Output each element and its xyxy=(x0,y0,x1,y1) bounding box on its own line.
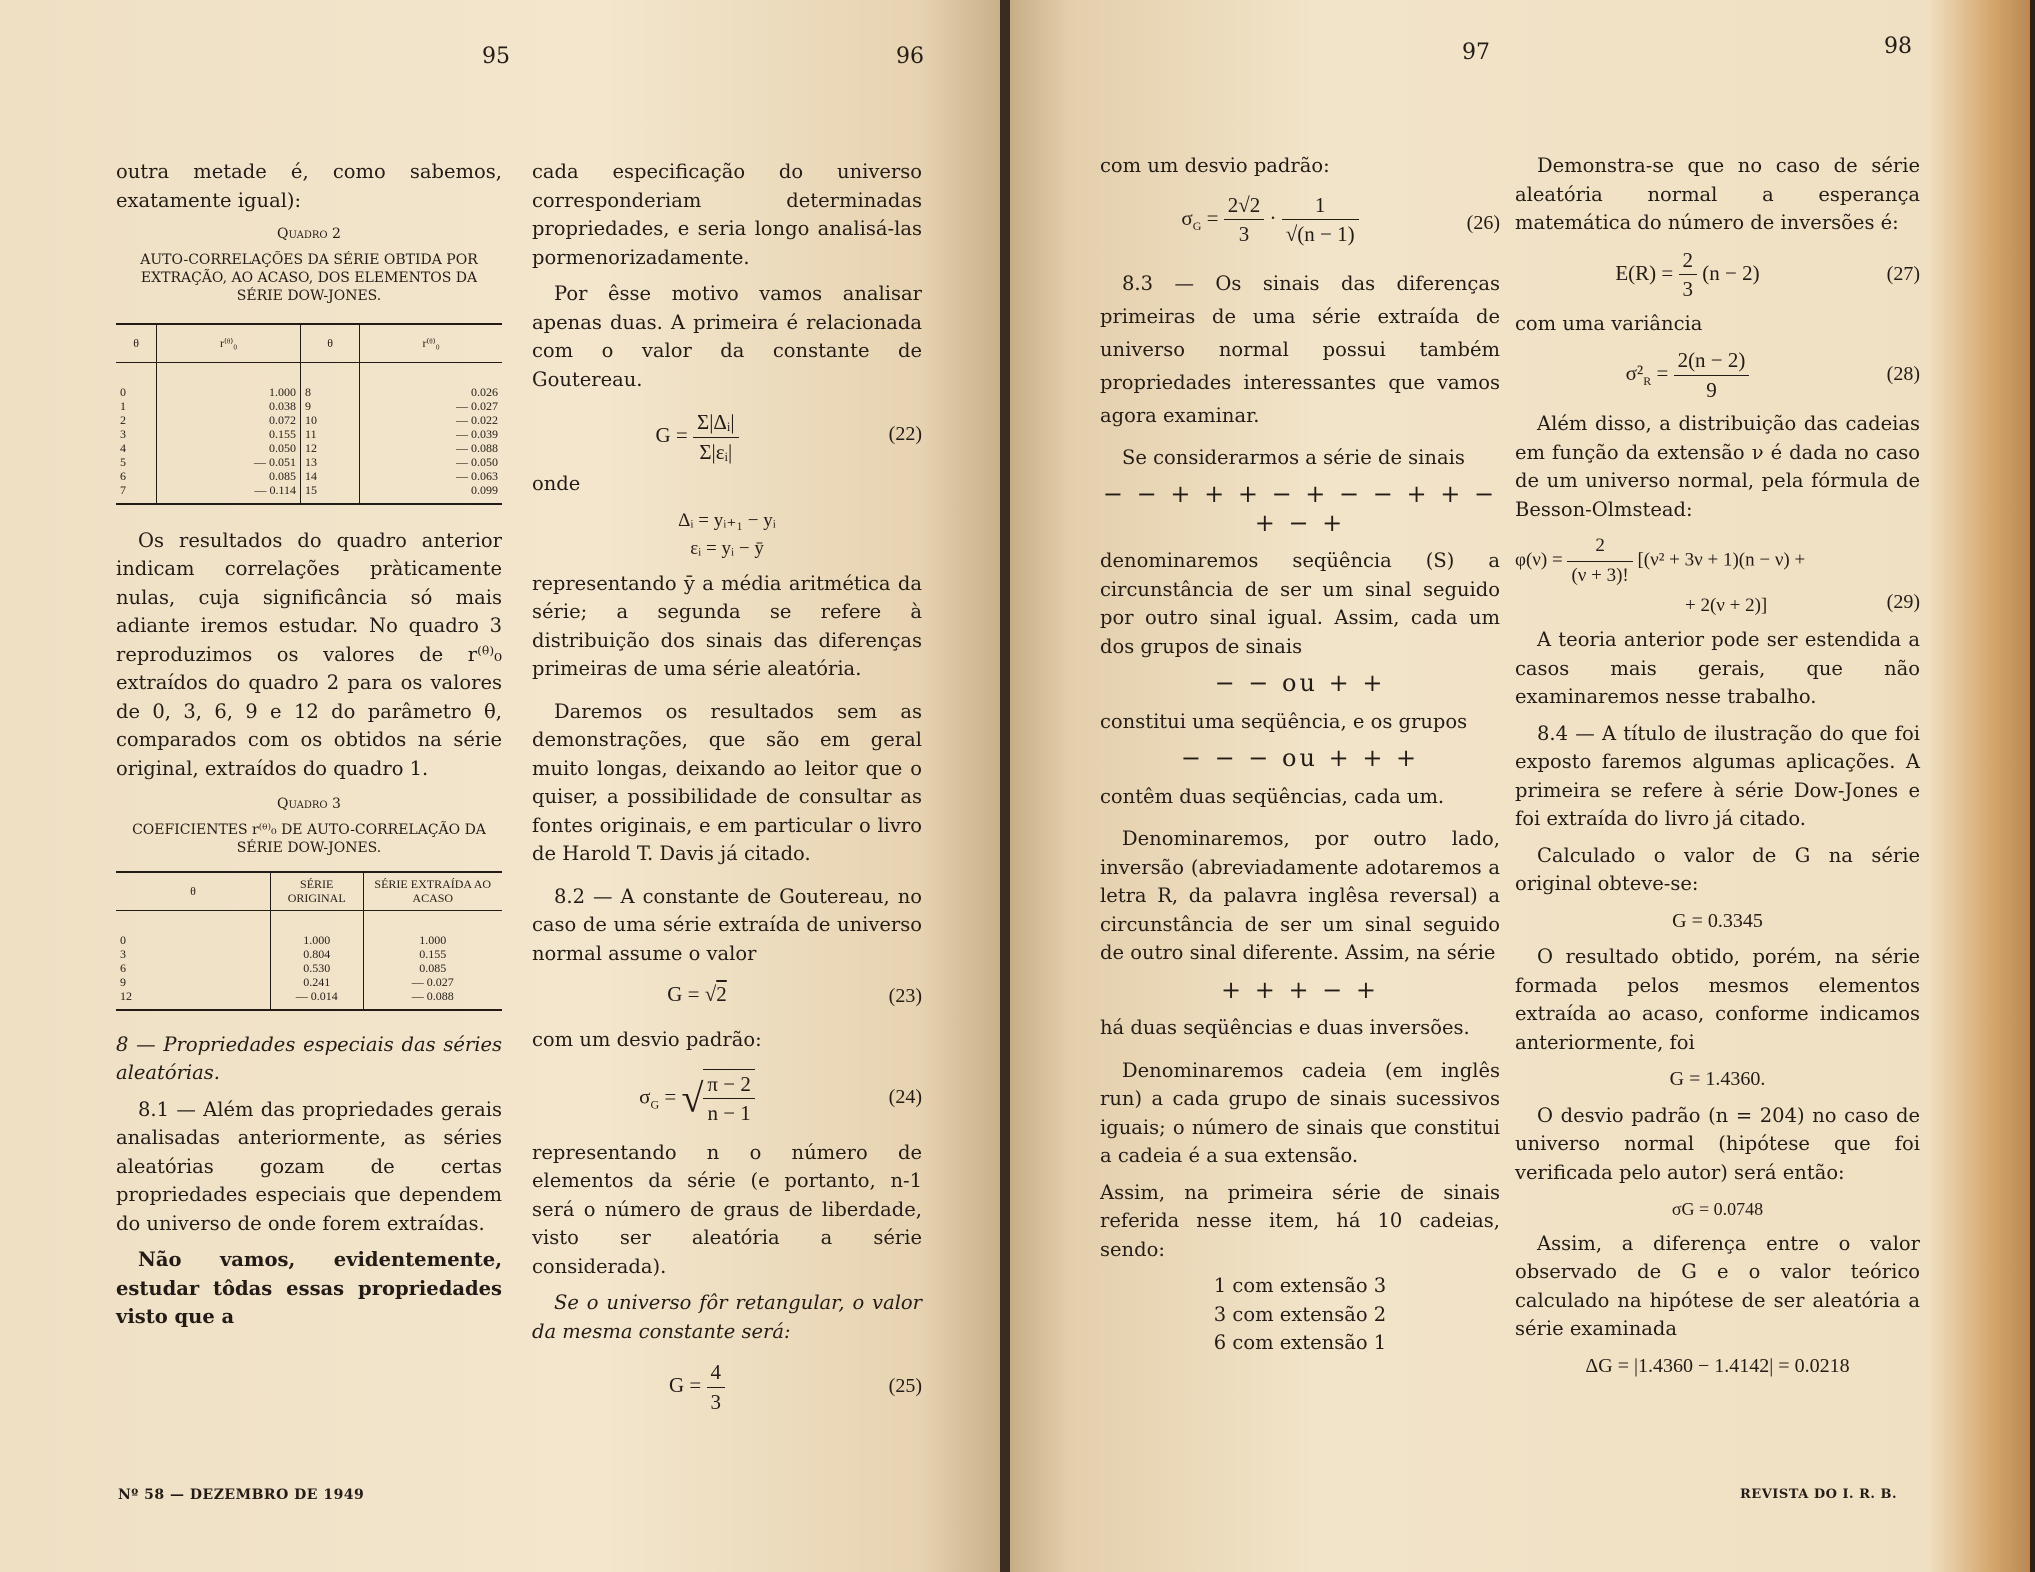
q3-cell: 0.530 xyxy=(270,961,363,975)
equation-23 xyxy=(532,976,922,1020)
eq22-fraction: $\frac{\text{Σ|Δᵢ|}}{\text{Σ|εᵢ|}}$ xyxy=(693,408,739,466)
footer-left: Nº 58 — DEZEMBRO DE 1949 xyxy=(118,1487,365,1503)
signs-series-3: − − − ou + + + xyxy=(1180,744,1420,772)
eq26-formula: $\sigma_G$ = $\frac{2√2}{3}$ · $\frac{1}{√(n - 1)}$ xyxy=(1100,191,1440,249)
table-row xyxy=(116,469,502,483)
p95-para2: 8.1 — Além das propriedades gerais analisadas anteriormente, as séries aleatórias gozam de certas propriedades especiais que dependem do universo de onde forem extraídas. xyxy=(116,1097,502,1235)
page-97-column xyxy=(1100,152,1500,1358)
eq24-number: (24) xyxy=(888,1085,922,1108)
q2-header-theta2: θ xyxy=(301,324,360,362)
equation-29 xyxy=(1515,532,1920,620)
quadro2-title: AUTO-CORRELAÇÕES DA SÉRIE OBTIDA POR EXTRAÇÃO, AO ACASO, DOS ELEMENTOS DA SÉRIE DOW-JONES. xyxy=(140,252,478,304)
list-item: 1 com extensão 3 xyxy=(1213,1274,1387,1297)
q3-header-original: SÉRIE ORIGINAL xyxy=(270,872,363,910)
onde-text: onde xyxy=(532,472,581,495)
eq23-number: (23) xyxy=(888,985,922,1007)
q2-cell: 13 xyxy=(301,455,360,469)
q3-cell: 3 xyxy=(120,946,126,961)
q2-cell: — 0.051 xyxy=(157,455,301,469)
p96-para7: Se o universo fôr retangular, o valor da mesma constante será: xyxy=(532,1291,922,1343)
p98-para1: Demonstra-se que no caso de série aleatória normal a esperança matemática do número de inversões é: xyxy=(1515,154,1920,234)
q2-cell: 6 xyxy=(120,468,126,483)
equation-27 xyxy=(1515,246,1920,304)
table-row xyxy=(116,427,502,441)
q2-cell: 9 xyxy=(301,399,360,413)
p96-para5: 8.2 — A constante de Goutereau, no caso de uma série extraída de universo normal assume o valor xyxy=(532,884,922,965)
footer-right: REVISTA DO I. R. B. xyxy=(1740,1487,1897,1502)
q2-cell: 5 xyxy=(120,454,126,469)
q2-cell: 3 xyxy=(120,426,126,441)
p98-para4: 8.4 — A título de ilustração do que foi exposto faremos algumas aplicações. A primeira se refere à série Dow-Jones e foi extraída do livro já citado. xyxy=(1515,721,1920,830)
quadro2-table xyxy=(116,323,502,505)
eq29-fraction: $\frac{2}{(\nu + 3)!}$ xyxy=(1567,532,1632,590)
q3-cell: 1.000 xyxy=(363,910,502,947)
sigma-g-value: σG = 0.0748 xyxy=(1671,1199,1764,1219)
p98-para2: Além disso, a distribuição das cadeias em função da extensão ν é dada no caso de um universo normal, pela fórmula de Besson-Olmstead: xyxy=(1515,412,1920,521)
p96-desvio: com um desvio padrão: xyxy=(532,1028,762,1051)
q3-cell: 0.804 xyxy=(270,947,363,961)
p95-para1: Os resultados do quadro anterior indicam correlações pràticamente nulas, cuja significância só mais adiante iremos estudar. No quadro 3 reproduzimos os valores de r⁽ᶿ⁾₀ extraídos do quadro 2 para os valores de 0, 3, 6, 9 e 12 do parâmetro θ, comparados com os obtidos na série original, extraídos do quadro 1. xyxy=(116,528,502,780)
p96-para1: cada especificação do universo corresponderiam determinadas propriedades, e seria longo analisá-las pormenorizadamente. xyxy=(532,160,922,269)
eq27-formula: E(R) = $\frac{2}{3}$ (n − 2) xyxy=(1515,246,1860,304)
signs-series-2: − − ou + + xyxy=(1214,669,1386,697)
eq29-formula: φ(ν) = $\frac{2}{(\nu + 3)!}$ [(ν² + 3ν + 1)(n − ν) + + 2(ν + 2)] xyxy=(1515,532,1920,621)
delta-definition: Δᵢ = yᵢ₊₁ − yᵢ xyxy=(678,509,776,531)
q2-cell: 15 xyxy=(301,483,360,504)
q2-cell: — 0.063 xyxy=(360,469,502,483)
q3-cell: 0.241 xyxy=(270,975,363,989)
p97-para3: denominaremos seqüência (S) a circunstância de ser um sinal seguido por outro sinal igual. Assim, cada um dos grupos de sinais xyxy=(1100,549,1500,658)
eq26-fraction-a: $\frac{2√2}{3}$ xyxy=(1224,191,1265,249)
g-original-value: G = 0.3345 xyxy=(1672,909,1763,932)
page-number-97: 97 xyxy=(1462,40,1490,65)
delta-g-value: ΔG = |1.4360 − 1.4142| = 0.0218 xyxy=(1585,1354,1850,1377)
q2-cell: — 0.114 xyxy=(157,483,301,504)
page-number-98: 98 xyxy=(1884,34,1912,59)
p96-para3: representando ȳ a média aritmética da série; a segunda se refere à distribuição dos sinais das diferenças primeiras de uma série aleatória. xyxy=(532,571,922,680)
table-row xyxy=(116,362,502,399)
table-row xyxy=(116,455,502,469)
page-96-column xyxy=(532,158,922,1422)
page-number-96: 96 xyxy=(896,44,924,69)
eq28-fraction: $\frac{2(n - 2)}{9}$ xyxy=(1674,346,1750,404)
intro-text: outra metade é, como sabemos, exatamente igual): xyxy=(116,160,502,212)
q2-cell: 1 xyxy=(120,398,126,413)
q2-cell: 1.000 xyxy=(157,362,301,399)
eq26-number: (26) xyxy=(1466,211,1500,234)
table-row xyxy=(116,483,502,504)
p97-para2: Se considerarmos a série de sinais xyxy=(1122,445,1465,469)
q2-cell: 12 xyxy=(301,441,360,455)
eq27-fraction: $\frac{2}{3}$ xyxy=(1679,246,1698,304)
p96-para4: Daremos os resultados sem as demonstrações, que são em geral muito longas, deixando ao leitor que o quiser, a possibilidade de consultar as fontes originais, e em particular o livro de Harold T. Davis já citado. xyxy=(532,699,922,865)
p97-desvio: com um desvio padrão: xyxy=(1100,154,1330,177)
book-gutter xyxy=(1000,0,1010,1572)
eq25-fraction: $\frac{4}{3}$ xyxy=(707,1358,726,1416)
eq26-fraction-b: $\frac{1}{√(n - 1)}$ xyxy=(1282,191,1359,249)
q3-cell: 1.000 xyxy=(270,910,363,947)
p98-variancia: com uma variância xyxy=(1515,311,1703,335)
p95-para3: Não vamos, evidentemente, estudar tôdas essas propriedades visto que a xyxy=(116,1248,502,1328)
table-row xyxy=(116,413,502,427)
eq25-number: (25) xyxy=(888,1375,922,1397)
q2-cell: 7 xyxy=(116,483,157,504)
page-95-column xyxy=(116,158,502,1340)
q3-cell: 0.155 xyxy=(363,947,502,961)
list-item: 3 com extensão 2 xyxy=(1213,1302,1387,1326)
p98-para8: Assim, a diferença entre o valor observado de G e o valor teórico calculado na hipótese de ser aleatória a série examinada xyxy=(1515,1231,1920,1340)
q3-cell: — 0.088 xyxy=(363,989,502,1010)
page-number-95: 95 xyxy=(482,44,510,69)
equation-25 xyxy=(532,1354,922,1416)
signs-series-4: + + + − + xyxy=(1220,975,1380,1004)
q3-header-acaso: SÉRIE EXTRAÍDA AO ACASO xyxy=(363,872,502,910)
table-row xyxy=(116,961,502,975)
q2-cell: 0 xyxy=(120,384,126,399)
p97-para4: constitui uma seqüência, e os grupos xyxy=(1100,709,1468,733)
q2-header-theta: θ xyxy=(116,324,157,362)
q2-cell: — 0.039 xyxy=(360,427,502,441)
eq22-number: (22) xyxy=(888,423,922,445)
q2-header-r: r⁽ᶿ⁾₀ xyxy=(157,324,301,362)
eq24-fraction: $\frac{\pi - 2}{n - 1}$ xyxy=(703,1069,754,1128)
eq22-formula: G = $\frac{\text{Σ|Δᵢ|}}{\text{Σ|εᵢ|}}$ xyxy=(532,408,862,466)
q3-cell: 0 xyxy=(120,932,126,947)
q2-cell: 8 xyxy=(301,362,360,399)
q2-cell: — 0.088 xyxy=(360,441,502,455)
p97-para9: Assim, na primeira série de sinais referida nesse item, há 10 cadeias, sendo: xyxy=(1100,1180,1500,1261)
q3-cell: 9 xyxy=(120,974,126,989)
table-row xyxy=(116,989,502,1010)
q2-cell: 0.050 xyxy=(157,441,301,455)
eq27-number: (27) xyxy=(1886,262,1920,285)
q2-cell: 11 xyxy=(301,427,360,441)
q2-cell: — 0.022 xyxy=(360,413,502,427)
q3-cell: — 0.014 xyxy=(270,989,363,1010)
list-item: 6 com extensão 1 xyxy=(1213,1331,1387,1354)
q2-cell: 0.038 xyxy=(157,399,301,413)
p97-para7: há duas seqüências e duas inversões. xyxy=(1100,1016,1470,1039)
quadro2-label: Quadro 2 xyxy=(277,226,341,242)
quadro3-title: COEFICIENTES r⁽ᶿ⁾₀ DE AUTO-CORRELAÇÃO DA SÉRIE DOW-JONES. xyxy=(132,822,486,856)
p97-para8: Denominaremos cadeia (em inglês run) a cada grupo de sinais sucessivos iguais; o número de sinais que constitui a cadeia é a sua extensão. xyxy=(1100,1058,1500,1167)
p98-para5: Calculado o valor de G na série original obteve-se: xyxy=(1515,843,1920,895)
q2-cell: 4 xyxy=(120,440,126,455)
signs-series-1: − − + + + − + − − + + − + − + xyxy=(1102,480,1498,537)
right-leaf xyxy=(1010,0,2030,1572)
eq23-formula: G = √2 xyxy=(667,982,727,1006)
equation-28 xyxy=(1515,346,1920,404)
epsilon-definition: εᵢ = yᵢ − ȳ xyxy=(690,538,764,559)
quadro3-table xyxy=(116,871,502,1011)
eq29-number: (29) xyxy=(1886,591,1920,613)
q2-header-r2: r⁽ᶿ⁾₀ xyxy=(360,324,502,362)
q2-cell: 0.026 xyxy=(360,362,502,399)
q2-cell: 10 xyxy=(301,413,360,427)
q2-cell: — 0.027 xyxy=(360,399,502,413)
table-row xyxy=(116,399,502,413)
p97-para6: Denominaremos, por outro lado, inversão (abreviadamente adotaremos a letra R, da palavra inglêsa reversal) a circunstância de ser um sinal seguido de outro sinal diferente. Assim, na série xyxy=(1100,827,1500,964)
q2-cell: 0.072 xyxy=(157,413,301,427)
equation-24 xyxy=(532,1063,922,1133)
left-leaf xyxy=(0,0,1000,1572)
equation-26 xyxy=(1100,189,1500,261)
eq24-formula: $\sigma_G$ = √ $\frac{\pi - 2}{n - 1}$ xyxy=(532,1069,862,1128)
p97-para5: contêm duas seqüências, cada um. xyxy=(1100,784,1445,808)
section-8-heading: 8 — Propriedades especiais das séries aleatórias. xyxy=(116,1032,502,1084)
q2-cell: — 0.050 xyxy=(360,455,502,469)
table-row xyxy=(116,975,502,989)
q2-cell: 2 xyxy=(120,412,126,427)
p98-para3: A teoria anterior pode ser estendida a casos mais gerais, que não examinaremos nesse trabalho. xyxy=(1515,628,1920,708)
quadro3-label: Quadro 3 xyxy=(277,796,341,812)
q3-cell: — 0.027 xyxy=(363,975,502,989)
eq28-formula: $\sigma^2_R$ = $\frac{2(n - 2)}{9}$ xyxy=(1515,346,1860,404)
table-row xyxy=(116,947,502,961)
q2-cell: 0.085 xyxy=(157,469,301,483)
table-row xyxy=(116,910,502,947)
p96-para6: representando n o número de elementos da série (e portanto, n-1 será o número de graus de liberdade, visto ser aleatória a série considerada). xyxy=(532,1140,922,1278)
p98-para7: O desvio padrão (n = 204) no caso de universo normal (hipótese que foi verificada pelo autor) será então: xyxy=(1515,1103,1920,1184)
q3-header-theta: θ xyxy=(116,872,270,910)
q2-cell: 14 xyxy=(301,469,360,483)
table-row xyxy=(116,441,502,455)
g-random-value: G = 1.4360. xyxy=(1669,1068,1766,1090)
eq28-number: (28) xyxy=(1886,363,1920,385)
q3-cell: 0.085 xyxy=(363,961,502,975)
p98-para6: O resultado obtido, porém, na série formada pelos mesmos elementos extraída ao acaso, conforme indicamos anteriormente, foi xyxy=(1515,945,1920,1054)
p96-para2: Por êsse motivo vamos analisar apenas duas. A primeira é relacionada com o valor da constante de Goutereau. xyxy=(532,282,922,391)
page-98-column xyxy=(1515,152,1920,1380)
p97-para1: 8.3 — Os sinais das diferenças primeiras de uma série extraída de universo normal possui também propriedades interessantes que vamos agora examinar. xyxy=(1100,271,1500,427)
eq25-formula: G = $\frac{4}{3}$ xyxy=(532,1358,862,1416)
q3-cell: 12 xyxy=(116,989,270,1010)
q2-cell: 0.099 xyxy=(360,483,502,504)
q3-cell: 6 xyxy=(120,960,126,975)
equation-22 xyxy=(532,402,922,464)
q2-cell: 0.155 xyxy=(157,427,301,441)
